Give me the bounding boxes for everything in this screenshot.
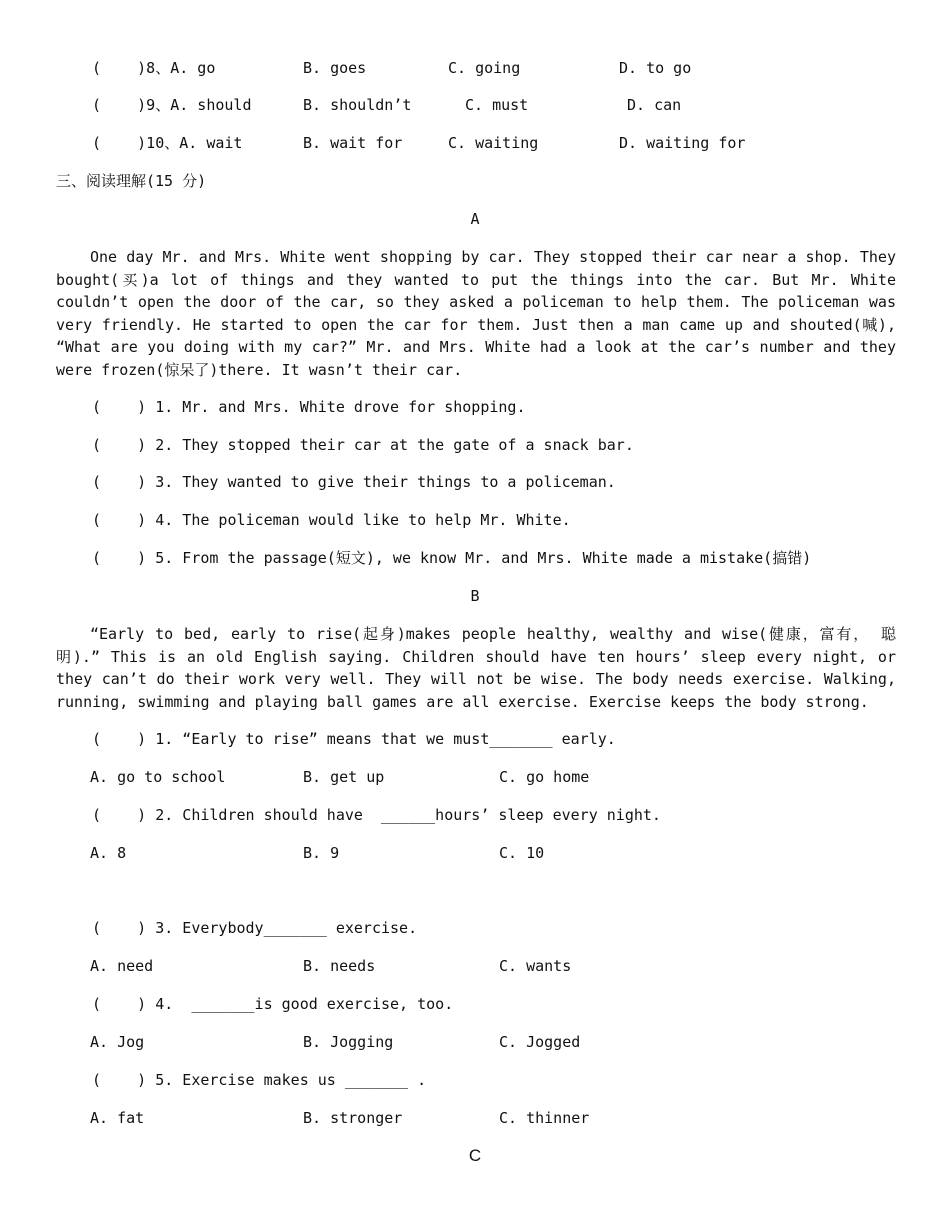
option-c: C. 10 xyxy=(499,844,545,862)
passage-b-label: B xyxy=(470,587,480,605)
option-a: A. Jog xyxy=(90,1033,145,1051)
option-c: C. thinner xyxy=(499,1109,590,1127)
option-b: B. needs xyxy=(303,957,376,975)
passage-b-text: “Early to bed, early to rise(起身)makes people healthy, wealthy and wise(健康，富有， 聪明).” This is an old English saying. Children should have ten hours’ sleep every night, or they can’t do their work very well. They will not be wise. The body needs exercise. Walking, running, swimming and playing ball games are all exercise. Exercise keeps the body strong. xyxy=(56,625,896,711)
option-d: D. waiting for xyxy=(619,134,746,152)
true-false-item: ( ) 1. Mr. and Mrs. White drove for shopping. xyxy=(92,398,526,416)
option-b: B. shouldn’t xyxy=(303,96,412,114)
option-c: C. go home xyxy=(499,768,590,786)
option-b: B. get up xyxy=(303,768,385,786)
question-number: ( )8、A. go xyxy=(92,59,216,77)
question-stem: ( ) 2. Children should have ______hours’ sleep every night. xyxy=(92,806,661,824)
passage-a-text: One day Mr. and Mrs. White went shopping by car. They stopped their car near a shop. They bought(买)a lot of things and they wanted to put the things into the car. But Mr. White couldn’t open the door of the car, so they asked a policeman to help them. The policeman was very friendly. He started to open the car for them. Just then a man came up and shouted(喊), “What are you doing with my car?” Mr. and Mrs. White had a look at the car’s number and they were frozen(惊呆了)there. It wasn’t their car. xyxy=(56,248,896,379)
option-d: D. to go xyxy=(619,59,692,77)
section-title: 三、阅读理解(15 分) xyxy=(56,172,207,190)
true-false-item: ( ) 5. From the passage(短文), we know Mr. and Mrs. White made a mistake(搞错) xyxy=(92,549,812,567)
question-stem: ( ) 1. “Early to rise” means that we must_______ early. xyxy=(92,730,616,748)
passage-c-label: C xyxy=(468,1146,482,1165)
option-b: B. goes xyxy=(303,59,367,77)
true-false-item: ( ) 2. They stopped their car at the gate of a snack bar. xyxy=(92,436,634,454)
option-c: C. waiting xyxy=(448,134,539,152)
question-stem: ( ) 5. Exercise makes us _______ . xyxy=(92,1071,427,1089)
true-false-item: ( ) 4. The policeman would like to help Mr. White. xyxy=(92,511,571,529)
option-b: B. wait for xyxy=(303,134,403,152)
true-false-item: ( ) 3. They wanted to give their things to a policeman. xyxy=(92,473,616,491)
question-stem: ( ) 3. Everybody_______ exercise. xyxy=(92,919,418,937)
passage-a-label: A xyxy=(470,210,480,228)
option-c: C. must xyxy=(465,96,529,114)
option-c: C. wants xyxy=(499,957,572,975)
option-b: B. Jogging xyxy=(303,1033,394,1051)
option-b: B. 9 xyxy=(303,844,340,862)
option-c: C. Jogged xyxy=(499,1033,581,1051)
question-number: ( )10、A. wait xyxy=(92,134,243,152)
option-a: A. 8 xyxy=(90,844,127,862)
question-stem: ( ) 4. _______is good exercise, too. xyxy=(92,995,454,1013)
option-a: A. fat xyxy=(90,1109,145,1127)
option-d: D. can xyxy=(627,96,682,114)
question-number: ( )9、A. should xyxy=(92,96,252,114)
option-a: A. go to school xyxy=(90,768,226,786)
option-c: C. going xyxy=(448,59,521,77)
option-b: B. stronger xyxy=(303,1109,403,1127)
option-a: A. need xyxy=(90,957,154,975)
